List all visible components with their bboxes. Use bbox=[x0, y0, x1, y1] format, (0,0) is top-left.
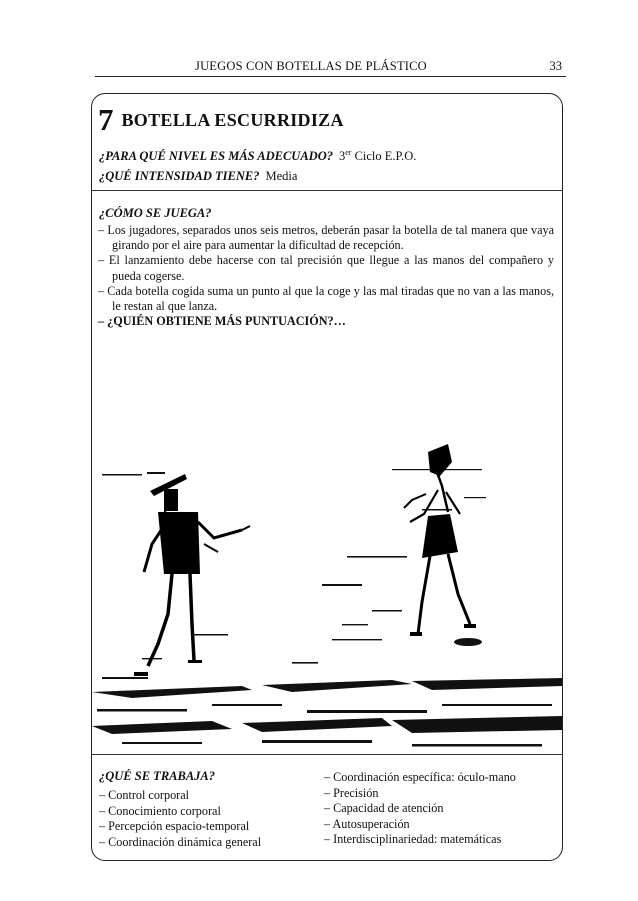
level-question: ¿PARA QUÉ NIVEL ES MÁS ADECUADO? bbox=[99, 149, 333, 164]
intensity-question: ¿QUÉ INTENSIDAD TIENE? bbox=[99, 169, 260, 183]
game-number: 7 bbox=[98, 102, 114, 137]
running-head-title: JUEGOS CON BOTELLAS DE PLÁSTICO bbox=[195, 59, 427, 73]
game-title-text: BOTELLA ESCURRIDIZA bbox=[121, 109, 344, 130]
beach-texture bbox=[92, 469, 562, 747]
game-title bbox=[98, 102, 344, 138]
skill-item: – Coordinación dinámica general bbox=[99, 834, 262, 849]
skills-left-list bbox=[99, 788, 261, 850]
rule-item: – El lanzamiento debe hacerse con tal precisión que llegue a las manos del compañero y pueda cogerse. bbox=[98, 253, 554, 283]
what-is-worked-heading: ¿QUÉ SE TRABAJA? bbox=[99, 769, 216, 783]
skill-item: – Conocimiento corporal bbox=[99, 803, 221, 818]
divider-bottom bbox=[92, 754, 562, 755]
level-rest: Ciclo E.P.O. bbox=[351, 149, 417, 164]
skill-item: – Precisión bbox=[324, 785, 379, 800]
player-right bbox=[404, 444, 476, 636]
rule-item: – Cada botella cogida suma un punto al que la coge y las mal tiradas que no van a las manos, le restan al que lanza. bbox=[98, 283, 554, 314]
how-to-play-list bbox=[98, 223, 554, 329]
page-number: 33 bbox=[549, 59, 562, 73]
intensity-answer: Media bbox=[265, 169, 298, 183]
game-card bbox=[91, 93, 563, 861]
skill-item: – Capacidad de atención bbox=[324, 801, 444, 816]
rule-item: – Los jugadores, separados unos seis metros, deberán pasar la botella de tal manera que vaya girando por el aire para aumentar la dificultad de recepción. bbox=[98, 223, 554, 253]
skills-right-list bbox=[324, 770, 516, 848]
skill-item: – Control corporal bbox=[99, 788, 190, 802]
intensity-line bbox=[99, 169, 297, 184]
running-head bbox=[95, 58, 566, 77]
player-left bbox=[134, 474, 250, 676]
divider-top bbox=[92, 190, 562, 191]
skill-item: – Percepción espacio-temporal bbox=[99, 819, 250, 834]
level-superscript: er bbox=[345, 148, 352, 157]
players-illustration bbox=[92, 434, 562, 754]
rule-item: – ¿QUIÉN OBTIENE MÁS PUNTUACIÓN?… bbox=[98, 314, 346, 329]
level-line bbox=[99, 148, 416, 164]
level-ordinal: 3 bbox=[338, 149, 346, 164]
skill-item: – Autosuperación bbox=[324, 816, 410, 831]
skill-item: – Interdisciplinariedad: matemáticas bbox=[324, 832, 502, 847]
skill-item: – Coordinación específica: óculo-mano bbox=[324, 770, 516, 784]
how-to-play-heading: ¿CÓMO SE JUEGA? bbox=[99, 206, 212, 220]
